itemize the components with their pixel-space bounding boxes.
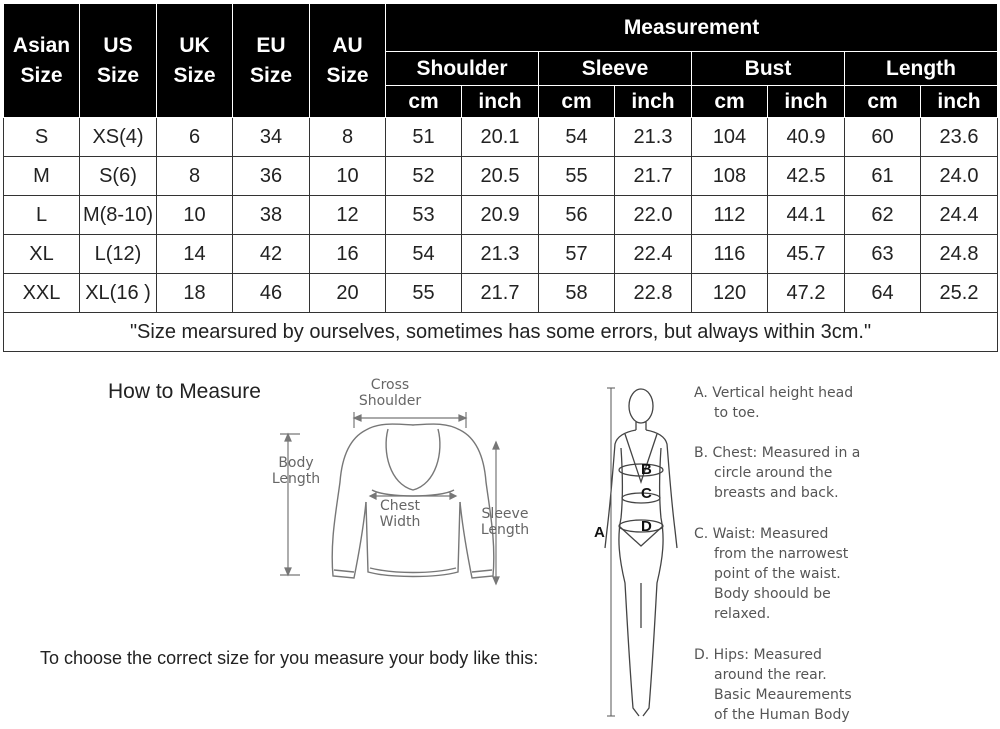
- table-cell: 104: [692, 118, 768, 157]
- table-cell: 20.1: [462, 118, 539, 157]
- table-row: [4, 157, 998, 196]
- table-cell: 23.6: [921, 118, 998, 157]
- header-eu-size: EU Size: [233, 4, 310, 118]
- header-unit-inch: inch: [921, 86, 998, 118]
- table-cell: XL(16 ): [80, 274, 157, 313]
- measure-instruction: To choose the correct size for you measure your body like this:: [40, 648, 539, 668]
- table-cell: 112: [692, 196, 768, 235]
- figure-letter-c: C: [641, 485, 652, 502]
- table-cell: 8: [157, 157, 233, 196]
- header-unit-cm: cm: [539, 86, 615, 118]
- header-unit-cm: cm: [845, 86, 921, 118]
- table-cell: 54: [539, 118, 615, 157]
- header-unit-inch: inch: [615, 86, 692, 118]
- table-cell: S: [4, 118, 80, 157]
- table-cell: 25.2: [921, 274, 998, 313]
- table-cell: 21.3: [462, 235, 539, 274]
- header-unit-cm: cm: [386, 86, 462, 118]
- figure-letter-a: A: [594, 524, 605, 541]
- table-cell: 116: [692, 235, 768, 274]
- table-cell: 54: [386, 235, 462, 274]
- table-cell: 108: [692, 157, 768, 196]
- chest-width-label: Chest Width: [379, 498, 421, 530]
- table-cell: XXL: [4, 274, 80, 313]
- table-cell: 58: [539, 274, 615, 313]
- header-length: Length: [845, 52, 998, 86]
- table-cell: 55: [386, 274, 462, 313]
- table-row: [4, 118, 998, 157]
- table-cell: S(6): [80, 157, 157, 196]
- table-cell: 53: [386, 196, 462, 235]
- sleeve-length-label: Sleeve Length: [480, 506, 530, 538]
- legend-c: C. Waist: Measured from the narrowest point of the waist. Body shoould be relaxed.: [694, 526, 849, 622]
- header-unit-inch: inch: [462, 86, 539, 118]
- table-cell: M(8-10): [80, 196, 157, 235]
- how-to-measure-title: How to Measure: [108, 380, 261, 403]
- table-cell: 42.5: [768, 157, 845, 196]
- table-cell: 16: [310, 235, 386, 274]
- table-cell: 20.5: [462, 157, 539, 196]
- table-cell: 51: [386, 118, 462, 157]
- table-cell: L: [4, 196, 80, 235]
- table-cell: 120: [692, 274, 768, 313]
- table-cell: 21.7: [462, 274, 539, 313]
- table-cell: 46: [233, 274, 310, 313]
- table-cell: 24.0: [921, 157, 998, 196]
- legend-b: B. Chest: Measured in a circle around the breasts and back.: [694, 445, 861, 501]
- table-cell: XL: [4, 235, 80, 274]
- header-unit-inch: inch: [768, 86, 845, 118]
- header-measurement: Measurement: [386, 4, 998, 52]
- table-cell: 10: [310, 157, 386, 196]
- table-cell: 47.2: [768, 274, 845, 313]
- table-cell: 45.7: [768, 235, 845, 274]
- header-sleeve: Sleeve: [539, 52, 692, 86]
- table-cell: 20.9: [462, 196, 539, 235]
- cross-shoulder-label: Cross Shoulder: [358, 377, 422, 409]
- table-cell: 55: [539, 157, 615, 196]
- header-bust: Bust: [692, 52, 845, 86]
- table-cell: 21.7: [615, 157, 692, 196]
- table-cell: 24.4: [921, 196, 998, 235]
- table-cell: 10: [157, 196, 233, 235]
- table-cell: 18: [157, 274, 233, 313]
- note-row: [4, 313, 998, 352]
- table-cell: 22.8: [615, 274, 692, 313]
- table-cell: 21.3: [615, 118, 692, 157]
- table-cell: M: [4, 157, 80, 196]
- header-shoulder: Shoulder: [386, 52, 539, 86]
- measurement-note: "Size mearsured by ourselves, sometimes has some errors, but always within 3cm.": [4, 313, 998, 352]
- header-unit-cm: cm: [692, 86, 768, 118]
- table-cell: 14: [157, 235, 233, 274]
- table-cell: 20: [310, 274, 386, 313]
- table-cell: 44.1: [768, 196, 845, 235]
- figure-letter-b: B: [641, 461, 652, 478]
- table-row: [4, 235, 998, 274]
- table-cell: 57: [539, 235, 615, 274]
- table-row: [4, 196, 998, 235]
- header-au-size: AU Size: [310, 4, 386, 118]
- table-cell: 34: [233, 118, 310, 157]
- table-cell: 62: [845, 196, 921, 235]
- legend-d: D. Hips: Measured around the rear. Basic Meaurements of the Human Body: [694, 647, 852, 723]
- table-cell: 36: [233, 157, 310, 196]
- table-cell: 63: [845, 235, 921, 274]
- legend-a: A. Vertical height head to toe.: [694, 385, 854, 421]
- table-cell: 6: [157, 118, 233, 157]
- table-cell: 42: [233, 235, 310, 274]
- table-cell: 22.4: [615, 235, 692, 274]
- table-cell: XS(4): [80, 118, 157, 157]
- header-uk-size: UK Size: [157, 4, 233, 118]
- table-cell: 61: [845, 157, 921, 196]
- size-table-body: [4, 118, 998, 352]
- body-figure: [595, 378, 685, 726]
- table-cell: 64: [845, 274, 921, 313]
- body-length-label: Body Length: [271, 455, 321, 487]
- table-row: [4, 274, 998, 313]
- table-cell: 22.0: [615, 196, 692, 235]
- table-cell: 24.8: [921, 235, 998, 274]
- header-asian-size: Asian Size: [4, 4, 80, 118]
- table-cell: L(12): [80, 235, 157, 274]
- table-cell: 8: [310, 118, 386, 157]
- figure-letter-d: D: [641, 518, 652, 535]
- size-chart-table: [3, 3, 998, 352]
- table-cell: 60: [845, 118, 921, 157]
- table-cell: 40.9: [768, 118, 845, 157]
- table-cell: 52: [386, 157, 462, 196]
- table-cell: 12: [310, 196, 386, 235]
- table-cell: 38: [233, 196, 310, 235]
- table-cell: 56: [539, 196, 615, 235]
- header-us-size: US Size: [80, 4, 157, 118]
